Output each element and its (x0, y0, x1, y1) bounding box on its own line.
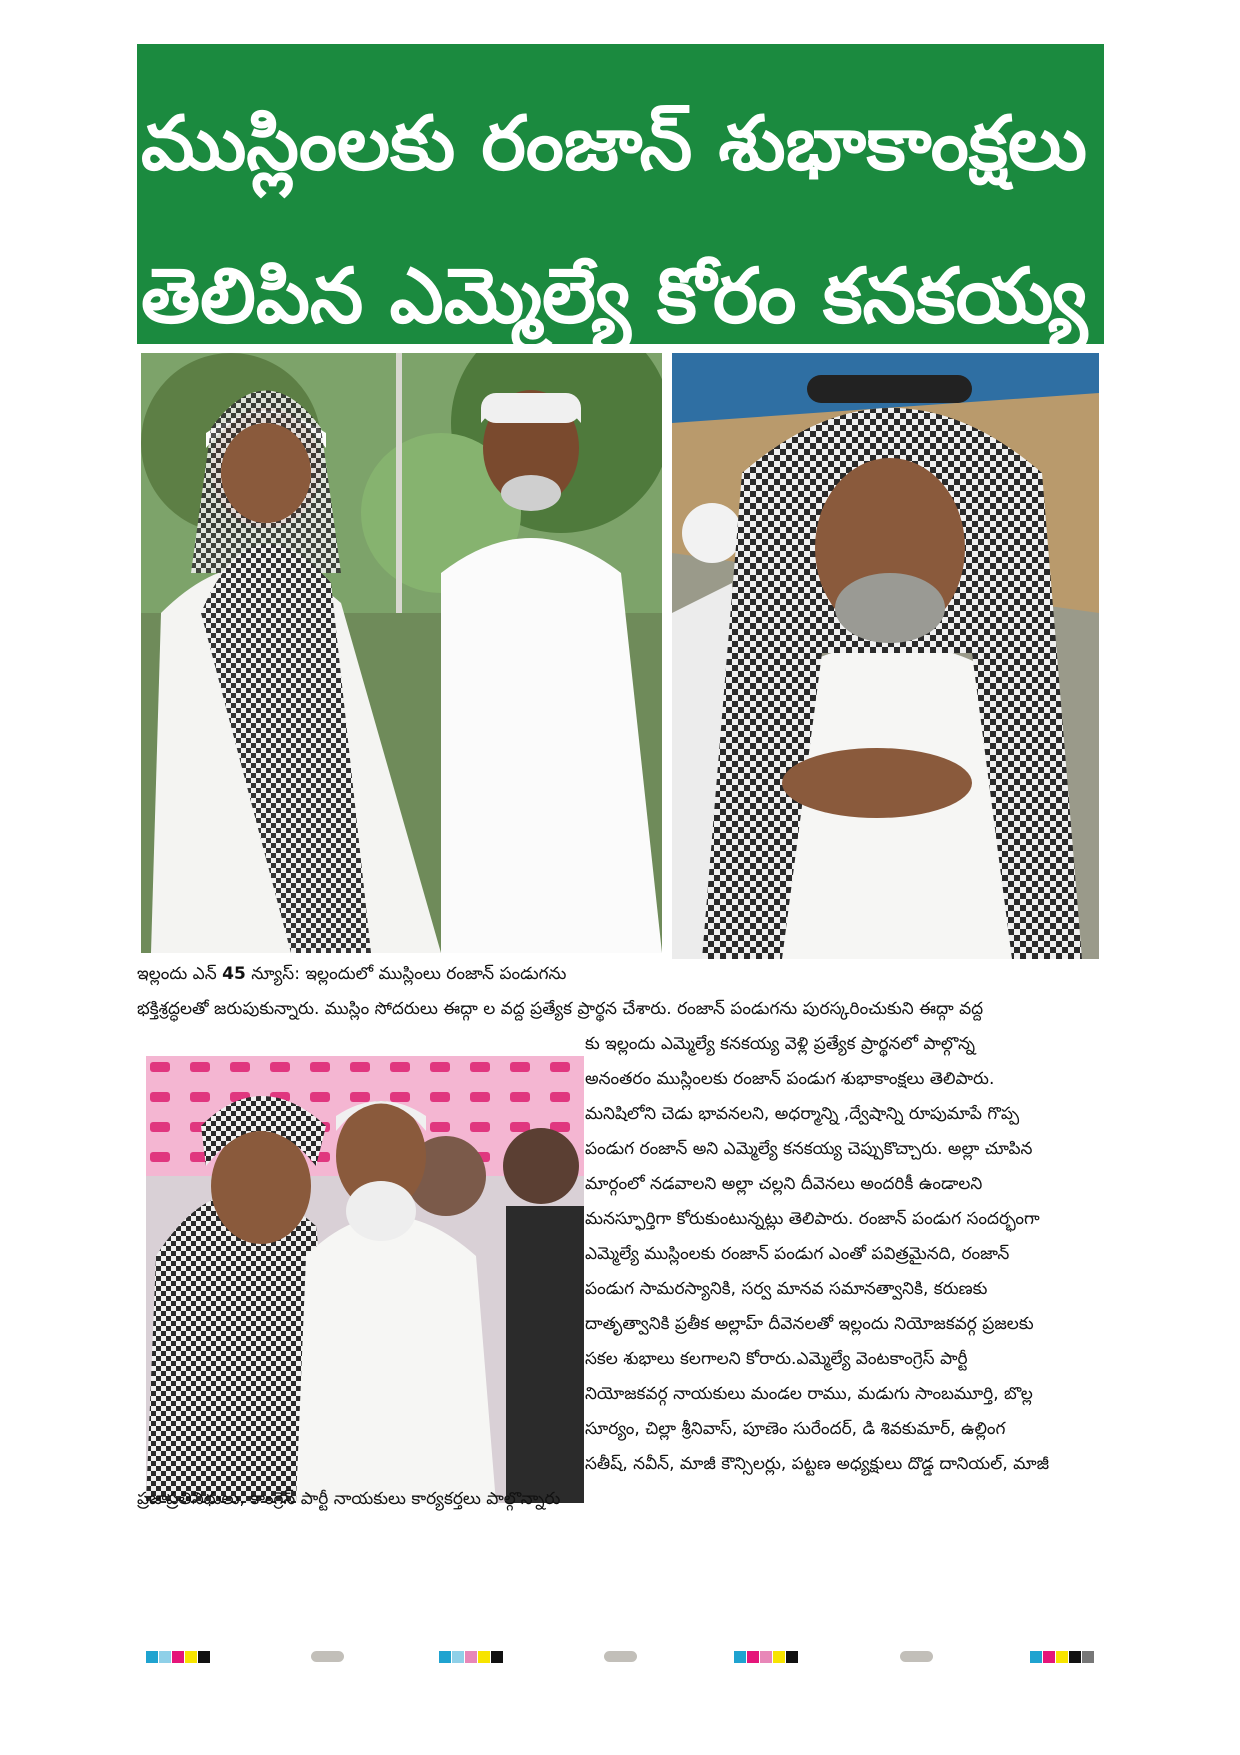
article-line-14: సతీష్, నవీన్, మాజీ కౌన్సిలర్లు, పట్టణ అధ్యక్షులు దొడ్డ దానియల్, మాజీ (585, 1454, 1050, 1474)
article-line-3: అనంతరం ముస్లింలకు రంజాన్ పండుగ శుభాకాంక్షలు తెలిపారు. (585, 1069, 995, 1089)
article-line-9: పండుగ సామరస్యానికి, సర్వ మానవ సమానత్వానికి, కరుణకు (585, 1279, 988, 1299)
photo-embrace-icon (146, 1056, 584, 1503)
registration-pill-3 (900, 1651, 933, 1662)
registration-pill-2 (604, 1651, 637, 1662)
article-line-11: సకల శుభాలు కలగాలని కోరారు.ఎమ్మెల్యే వెంటకాంగ్రెస్ పార్టీ (585, 1349, 968, 1369)
photo-embrace (146, 1056, 584, 1503)
photo-man-praying-icon (672, 353, 1099, 959)
article-line-2: కు ఇల్లందు ఎమ్మెల్యే కనకయ్య వెళ్లి ప్రత్యేక ప్రార్థనలో పాల్గొన్న (585, 1034, 975, 1054)
article-dateline (137, 966, 566, 983)
article-line-10: దాతృత్వానికి ప్రతీక అల్లాహ్ దీవెనలతో ఇల్లందు నియోజకవర్గ ప్రజలకు (585, 1314, 1034, 1334)
registration-pill-1 (311, 1651, 344, 1662)
registration-mark-4 (1030, 1651, 1094, 1663)
headline-banner (137, 44, 1104, 344)
article-line-7: మనస్ఫూర్తిగా కోరుకుంటున్నట్లు తెలిపారు. రంజాన్ పండుగ సందర్భంగా (585, 1209, 1040, 1229)
article-line-4: మనిషిలోని చెడు భావనలని, అధర్మాన్ని ,ద్వేషాన్ని రూపుమాపే గొప్ప (585, 1104, 1020, 1124)
photo-two-men-icon (141, 353, 662, 953)
headline-line-1: ముస్లింలకు రంజాన్ శుభాకాంక్షలు (141, 99, 1087, 187)
photo-man-praying (672, 353, 1099, 959)
registration-mark-1 (146, 1651, 210, 1663)
article-line-13: సూర్యం, చిల్లా శ్రీనివాస్, పూణెం సురేందర్, డి శివకుమార్, ఉల్లింగ (585, 1419, 1006, 1439)
registration-mark-2 (439, 1651, 503, 1663)
dateline-number: 45 (222, 964, 246, 984)
article-line-15: ప్రజాప్రతినిధులు, కాంగ్రెస్ పార్టీ నాయకులు కార్యకర్తలు పాల్గొన్నారు (137, 1489, 561, 1509)
article-line-8: ఎమ్మెల్యే ముస్లింలకు రంజాన్ పండుగ ఎంతో పవిత్రమైనది, రంజాన్ (585, 1244, 1010, 1264)
registration-mark-3 (734, 1651, 798, 1663)
article-line-6: మార్గంలో నడవాలని అల్లా చల్లని దీవెనలు అందరికీ ఉండాలని (585, 1174, 983, 1194)
article-line-5: పండుగ రంజాన్ అని ఎమ్మెల్యే కనకయ్య చెప్పుకొచ్చారు. అల్లా చూపిన (585, 1139, 1033, 1159)
article-line-12: నియోజకవర్గ నాయకులు మండల రాము, మడుగు సాంబమూర్తి, బొల్ల (585, 1384, 1033, 1404)
dateline-rest: న్యూస్: ఇల్లందులో ముస్లింలు రంజాన్ పండుగను (251, 964, 567, 984)
photo-two-men (141, 353, 662, 953)
dateline-place: ఇల్లందు ఎన్ (137, 964, 217, 984)
headline-line-2: తెలిపిన ఎమ్మెల్యే కోరం కనకయ్య (141, 251, 1088, 340)
article-line-1: భక్తిశ్రద్ధలతో జరుపుకున్నారు. ముస్లిం సోదరులు ఈద్గా ల వద్ద ప్రత్యేక ప్రార్థన చేశారు. రంజాన్ పండుగను పురస్కరించుకుని ఈద్గా వద్ద (137, 999, 984, 1019)
